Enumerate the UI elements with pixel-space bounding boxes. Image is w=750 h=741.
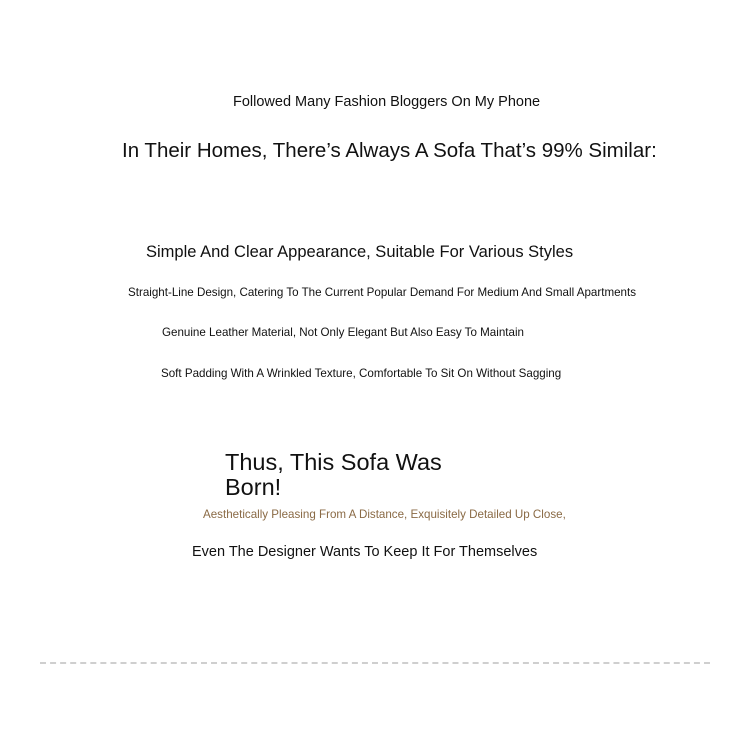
features-heading: Simple And Clear Appearance, Suitable For Various Styles xyxy=(146,243,574,261)
born-subtitle: Aesthetically Pleasing From A Distance, Exquisitely Detailed Up Close, xyxy=(203,508,566,521)
born-closing: Even The Designer Wants To Keep It For Themselves xyxy=(192,544,538,560)
intro-line-1: Followed Many Fashion Bloggers On My Phone xyxy=(233,94,541,110)
dashed-divider xyxy=(40,662,710,664)
feature-item-1: Straight-Line Design, Catering To The Current Popular Demand For Medium And Small Apartments xyxy=(128,286,637,299)
born-title: Thus, This Sofa Was Born! xyxy=(225,449,442,500)
feature-item-2: Genuine Leather Material, Not Only Elegant But Also Easy To Maintain xyxy=(162,326,524,339)
intro-line-2: In Their Homes, There’s Always A Sofa That’s 99% Similar: xyxy=(122,139,657,162)
feature-item-3: Soft Padding With A Wrinkled Texture, Comfortable To Sit On Without Sagging xyxy=(161,367,562,380)
